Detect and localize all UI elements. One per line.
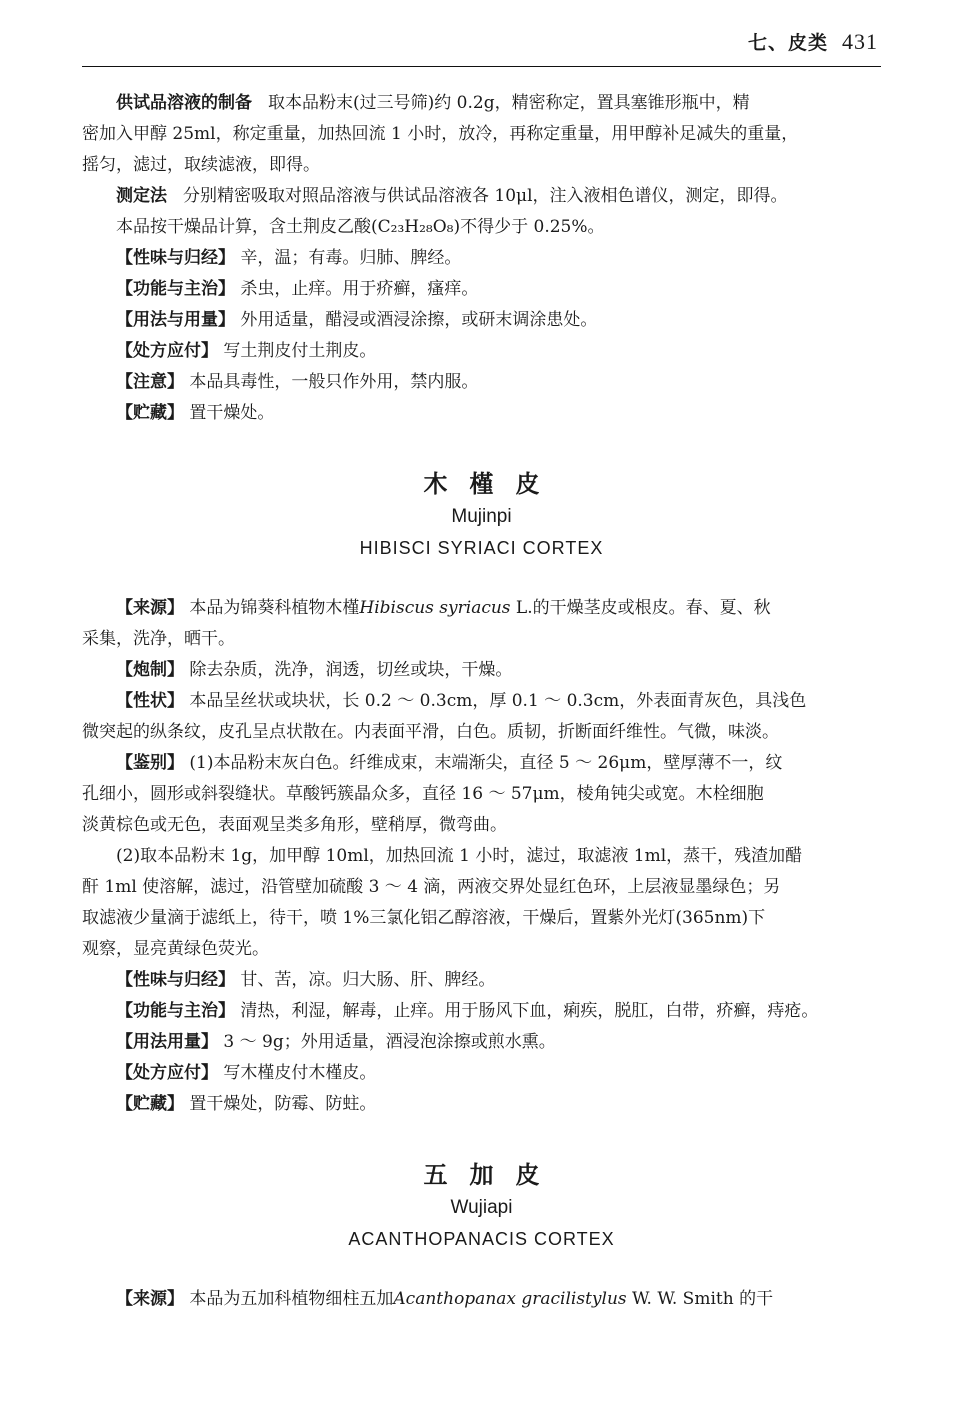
props-paragraph xyxy=(82,965,881,996)
entry-title-mujinpi xyxy=(82,467,881,563)
sample-prep-line2: 密加入甲醇 25ml，称定重量，加热回流 1 小时，放冷，再称定重量，用甲醇补足减失的重量， xyxy=(82,124,799,144)
props-label: 【性味与归经】 xyxy=(116,970,235,990)
assay-paragraph xyxy=(82,181,881,212)
identification-p2-line3: 取滤液少量滴于滤纸上，待干，喷 1%三氯化铝乙醇溶液，干燥后，置紫外光灯(365nm)下 xyxy=(82,908,766,928)
prev-usage xyxy=(82,305,881,336)
rx-text: 写木槿皮付木槿皮。 xyxy=(223,1063,377,1083)
sample-prep-label: 供试品溶液的制备 xyxy=(116,93,252,113)
storage-text: 置干燥处，防霉、防蛀。 xyxy=(189,1094,377,1114)
prev-props-label: 【性味与归经】 xyxy=(116,248,235,268)
prev-rx-text: 写土荆皮付土荆皮。 xyxy=(223,341,377,361)
prev-storage-label: 【贮藏】 xyxy=(116,403,184,423)
content-requirement: 本品按干燥品计算，含土荆皮乙酸(C₂₃H₂₈O₈)不得少于 0.25%。 xyxy=(116,217,605,237)
prev-usage-text: 外用适量，醋浸或酒浸涂擦，或研末调涂患处。 xyxy=(240,310,598,330)
rx-paragraph xyxy=(82,1058,881,1089)
header-rule xyxy=(82,66,881,67)
usage-text: 3 ～ 9g；外用适量，酒浸泡涂擦或煎水熏。 xyxy=(223,1032,556,1052)
identification-p2-line4: 观察，显亮黄绿色荧光。 xyxy=(82,939,269,959)
prev-rx-label: 【处方应付】 xyxy=(116,341,218,361)
prev-usage-label: 【用法与用量】 xyxy=(116,310,235,330)
usage-label: 【用法用量】 xyxy=(116,1032,218,1052)
prev-caution-label: 【注意】 xyxy=(116,372,184,392)
character-line1: 本品呈丝状或块状，长 0.2 ～ 0.3cm，厚 0.1 ～ 0.3cm，外表面青灰色，具浅色 xyxy=(189,691,807,711)
running-head xyxy=(748,28,878,55)
prev-func-text: 杀虫，止痒。用于疥癣，瘙痒。 xyxy=(240,279,479,299)
source-text-a: 本品为锦葵科植物木槿 xyxy=(189,598,360,618)
source-text-b: L.的干燥茎皮或根皮。春、夏、秋 xyxy=(510,598,771,618)
identification-p2-line1: (2)取本品粉末 1g，加甲醇 10ml，加热回流 1 小时，滤过，取滤液 1ml，蒸干，残渣加醋 xyxy=(116,846,803,866)
prev-caution-text: 本品具毒性，一般只作外用，禁内服。 xyxy=(189,372,479,392)
section-title: 七、皮类 xyxy=(747,32,828,54)
func-paragraph xyxy=(82,996,881,1027)
character-label: 【性状】 xyxy=(116,691,184,711)
entry-title-wujiapi xyxy=(82,1158,881,1254)
page-body xyxy=(82,88,881,1315)
identification-line1: (1)本品粉末灰白色。纤维成束，末端渐尖，直径 5 ～ 26μm，壁厚薄不一，纹 xyxy=(189,753,783,773)
source-paragraph xyxy=(82,593,881,624)
prev-rx xyxy=(82,336,881,367)
entry2-title-zh: 五加皮 xyxy=(423,1161,562,1189)
entry2-source-label: 【来源】 xyxy=(116,1289,184,1309)
sample-prep-line3: 摇匀，滤过，取续滤液，即得。 xyxy=(82,155,320,175)
func-label: 【功能与主治】 xyxy=(116,1001,235,1021)
prev-storage xyxy=(82,398,881,429)
page-number: 431 xyxy=(842,29,878,54)
processing-label: 【炮制】 xyxy=(116,660,184,680)
identification-line3: 淡黄棕色或无色，表面观呈类多角形，壁稍厚，微弯曲。 xyxy=(82,815,507,835)
entry-title-zh: 木槿皮 xyxy=(423,470,562,498)
identification-line2: 孔细小，圆形或斜裂缝状。草酸钙簇晶众多，直径 16 ～ 57μm，棱角钝尖或宽。木栓细胞 xyxy=(82,784,764,804)
rx-label: 【处方应付】 xyxy=(116,1063,218,1083)
assay-text: 分别精密吸取对照品溶液与供试品溶液各 10μl，注入液相色谱仪，测定，即得。 xyxy=(183,186,788,206)
entry2-source-paragraph xyxy=(82,1284,881,1315)
props-text: 甘、苦，凉。归大肠、肝、脾经。 xyxy=(240,970,496,990)
source-latin-name: Hibiscus syriacus xyxy=(359,598,511,618)
entry-title-pinyin: Mujinpi xyxy=(451,506,512,527)
entry2-title-latin: ACANTHOPANACIS CORTEX xyxy=(348,1229,615,1249)
entry-title-latin: HIBISCI SYRIACI CORTEX xyxy=(359,538,604,558)
prev-func-label: 【功能与主治】 xyxy=(116,279,235,299)
processing-text: 除去杂质，洗净，润透，切丝或块，干燥。 xyxy=(189,660,513,680)
identification-label: 【鉴别】 xyxy=(116,753,184,773)
entry2-source-text-a: 本品为五加科植物细柱五加 xyxy=(189,1289,394,1309)
identification-p2-line2: 酐 1ml 使溶解，滤过，沿管壁加硫酸 3 ～ 4 滴，两液交界处显红色环，上层液显墨绿色；另 xyxy=(82,877,781,897)
prev-caution xyxy=(82,367,881,398)
assay-label: 测定法 xyxy=(116,186,167,206)
character-line2: 微突起的纵条纹，皮孔呈点状散在。内表面平滑，白色。质韧，折断面纤维性。气微，味淡。 xyxy=(82,722,779,742)
source-label: 【来源】 xyxy=(116,598,184,618)
prev-func xyxy=(82,274,881,305)
prev-props-text: 辛，温；有毒。归肺、脾经。 xyxy=(240,248,462,268)
sample-prep-paragraph xyxy=(82,88,881,119)
storage-paragraph xyxy=(82,1089,881,1120)
sample-prep-line1: 取本品粉末(过三号筛)约 0.2g，精密称定，置具塞锥形瓶中，精 xyxy=(268,93,750,113)
prev-props xyxy=(82,243,881,274)
identification-paragraph xyxy=(82,748,881,779)
character-paragraph xyxy=(82,686,881,717)
usage-paragraph xyxy=(82,1027,881,1058)
entry2-source-latin-name: Acanthopanax gracilistylus xyxy=(393,1289,627,1309)
source-line2: 采集，洗净，晒干。 xyxy=(82,629,235,649)
entry2-source-text-b: W. W. Smith 的干 xyxy=(626,1289,774,1309)
entry2-title-pinyin: Wujiapi xyxy=(450,1197,513,1218)
storage-label: 【贮藏】 xyxy=(116,1094,184,1114)
prev-storage-text: 置干燥处。 xyxy=(189,403,275,423)
processing-paragraph xyxy=(82,655,881,686)
func-text: 清热，利湿，解毒，止痒。用于肠风下血，痢疾，脱肛，白带，疥癣，痔疮。 xyxy=(240,1001,819,1021)
